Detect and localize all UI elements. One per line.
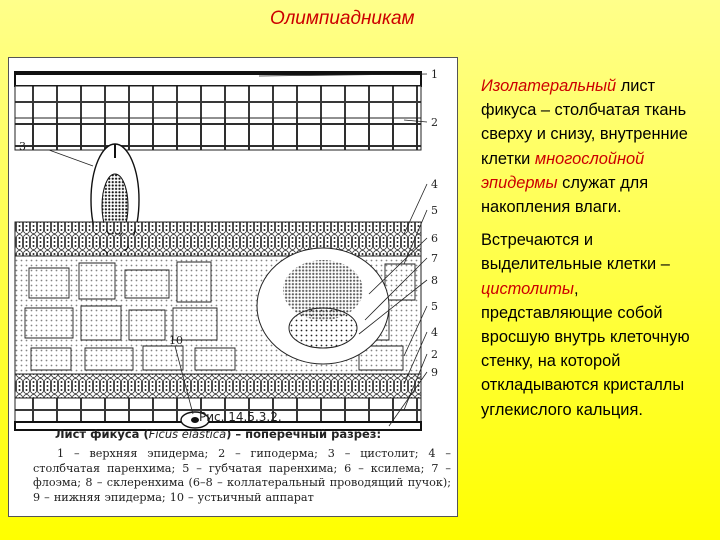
vascular-bundle xyxy=(257,248,389,364)
label-9: 9 xyxy=(431,366,438,379)
upper-epidermis xyxy=(15,72,421,86)
leaf-section-figure xyxy=(8,57,458,517)
label-8: 8 xyxy=(431,274,438,287)
label-6: 6 xyxy=(431,232,438,245)
explanation-text xyxy=(481,74,711,431)
label-5: 5 xyxy=(431,204,438,217)
lower-palisade xyxy=(15,374,421,398)
term-cystoliths: цистолиты xyxy=(481,279,574,298)
label-1: 1 xyxy=(431,68,438,81)
label-7: 7 xyxy=(431,252,438,265)
label-10: 10 xyxy=(169,334,183,347)
label-4: 4 xyxy=(431,178,438,191)
upper-hypodermis xyxy=(15,86,421,150)
label-2-lower: 2 xyxy=(431,348,438,361)
slide-title: Олимпиадникам xyxy=(270,8,415,29)
caption-title: Лист фикуса (Ficus elastica) – поперечный разрез: xyxy=(55,427,382,441)
label-2: 2 xyxy=(431,116,438,129)
label-3: 3 xyxy=(19,140,26,153)
term-isolateral: Изолатеральный xyxy=(481,77,617,95)
upper-palisade xyxy=(15,222,421,256)
paragraph-isolateral: Изолатеральный лист фикуса – столбчатая ткань сверху и снизу, внутренние клетки многослойной эпидермы служат для накопления влаги. xyxy=(481,77,688,217)
term-multilayer-epidermis: многослойной эпидермы xyxy=(481,149,645,192)
caption-legend: 1 – верхняя эпидерма; 2 – гиподерма; 3 – цистолит; 4 – столбчатая паренхима; 5 – губчатая паренхима; 6 – ксилема; 7 – флоэма; 8 – склеренхима (6–8 – коллатеральный проводящий пучок); 9 – нижняя эпидерма; 10 – устьичный аппарат xyxy=(33,447,451,504)
paragraph-cystoliths: Встречаются и выделительные клетки – цистолиты, представляющие собой вросшую внутрь клеточную стенку, на которой откладываются кристаллы углекислого кальция. xyxy=(481,231,690,419)
label-4-lower: 4 xyxy=(431,326,438,339)
figure-number: Рис. 14.5.3.2. xyxy=(199,410,282,424)
label-5-lower: 5 xyxy=(431,300,438,313)
